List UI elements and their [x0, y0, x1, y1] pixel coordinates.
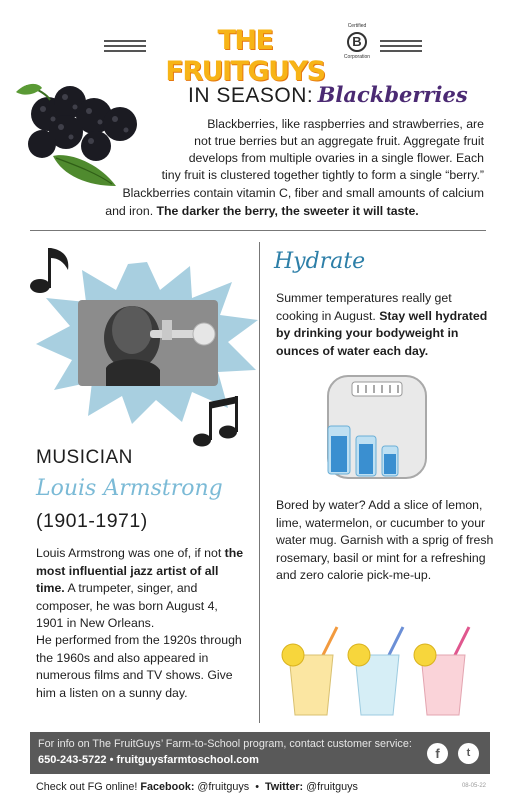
musician-years: (1901-1971) [36, 510, 148, 532]
in-season-line-6 [40, 203, 484, 221]
musician-name: Louis Armstrong [36, 476, 223, 501]
footer-bar [30, 732, 490, 774]
in-season-label: IN SEASON: [188, 84, 314, 107]
musician-paragraph-1 [36, 545, 246, 633]
hydrate-paragraph-1 [276, 290, 496, 360]
in-season-line-1: Blackberries, like raspberries and strawberries, are [207, 117, 484, 131]
footer-phone[interactable]: 650-243-5722 [38, 754, 107, 766]
bcorp-mark: B [347, 32, 367, 52]
in-season-title [188, 82, 488, 110]
social-handles-line [36, 781, 456, 793]
music-note-icon [28, 240, 76, 300]
bathroom-scale-illustration [322, 372, 432, 482]
music-note-icon [192, 392, 240, 452]
musician-p1-bold: the most influential jazz artist of all time. [36, 546, 244, 596]
facebook-icon[interactable]: f [427, 743, 448, 764]
bcorp-bottom-label: Corporation [343, 54, 371, 60]
hydrate-p1-plain: Summer temperatures really get cooking in August. [276, 291, 452, 323]
musician-kicker: MUSICIAN [36, 447, 133, 468]
bcorp-badge-icon [340, 23, 374, 67]
in-season-line-2: not true berries but an aggregate fruit. Aggregate fruit [194, 134, 484, 148]
decorative-lines-right [380, 40, 422, 52]
in-season-last-plain: and iron. [105, 204, 154, 218]
section-divider [30, 230, 486, 231]
twitter-icon[interactable]: t [458, 743, 479, 764]
footer-info: For info on The FruitGuys’ Farm-to-School program, contact customer service: [38, 738, 412, 750]
decorative-lines-left [104, 40, 146, 52]
facebook-label: Facebook: [140, 781, 195, 793]
twitter-handle-link[interactable]: @fruitguys [306, 781, 358, 793]
footer-separator: • [109, 754, 114, 766]
social-bullet: • [255, 781, 259, 793]
citrus-drinks-illustration [275, 625, 495, 720]
fruitguys-logo[interactable]: THE FRUITGUYS [165, 25, 325, 87]
social-lead: Check out FG online! [36, 781, 138, 793]
header [0, 22, 521, 87]
twitter-label: Twitter: [264, 781, 304, 793]
in-season-tagline: The darker the berry, the sweeter it will taste. [156, 204, 419, 218]
hydrate-title: Hydrate [274, 249, 366, 274]
in-season-fruit: Blackberries [317, 82, 468, 107]
date-code: 08-05-22 [461, 783, 486, 789]
in-season-line-3: develops from multiple ovaries in a single flower. Each [188, 151, 484, 165]
footer-website-link[interactable]: fruitguysfarmtoschool.com [116, 754, 259, 766]
musician-p1-plain: Louis Armstrong was one of, if not [36, 546, 222, 560]
musician-paragraph-2: He performed from the 1920s through the 1960s and also appeared in numerous films and TV shows. Give him a listen on a sunny day. [36, 633, 242, 700]
in-season-line-5: Blackberries contain vitamin C, fiber and small amounts of calcium [122, 186, 484, 200]
hydrate-paragraph-2: Bored by water? Add a slice of lemon, lime, watermelon, or cucumber to your water mug. Garnish with a sprig of fresh rosemary, basil or mint for a refreshing and zero calorie pick-me-up. [276, 498, 494, 583]
in-season-line-4: tiny fruit is clustered together tightly to form a single “berry.” [161, 168, 484, 182]
footer-contact [38, 754, 418, 766]
facebook-handle-link[interactable]: @fruitguys [197, 781, 250, 793]
bcorp-top-label: Certified [347, 23, 367, 29]
musician-p1-rest: A trumpeter, singer, and composer, he was born August 4, 1901 in New Orleans. [36, 581, 218, 631]
hydrate-p1-bold: Stay well hydrated by drinking your bodyweight in ounces of water each day. [276, 308, 488, 358]
